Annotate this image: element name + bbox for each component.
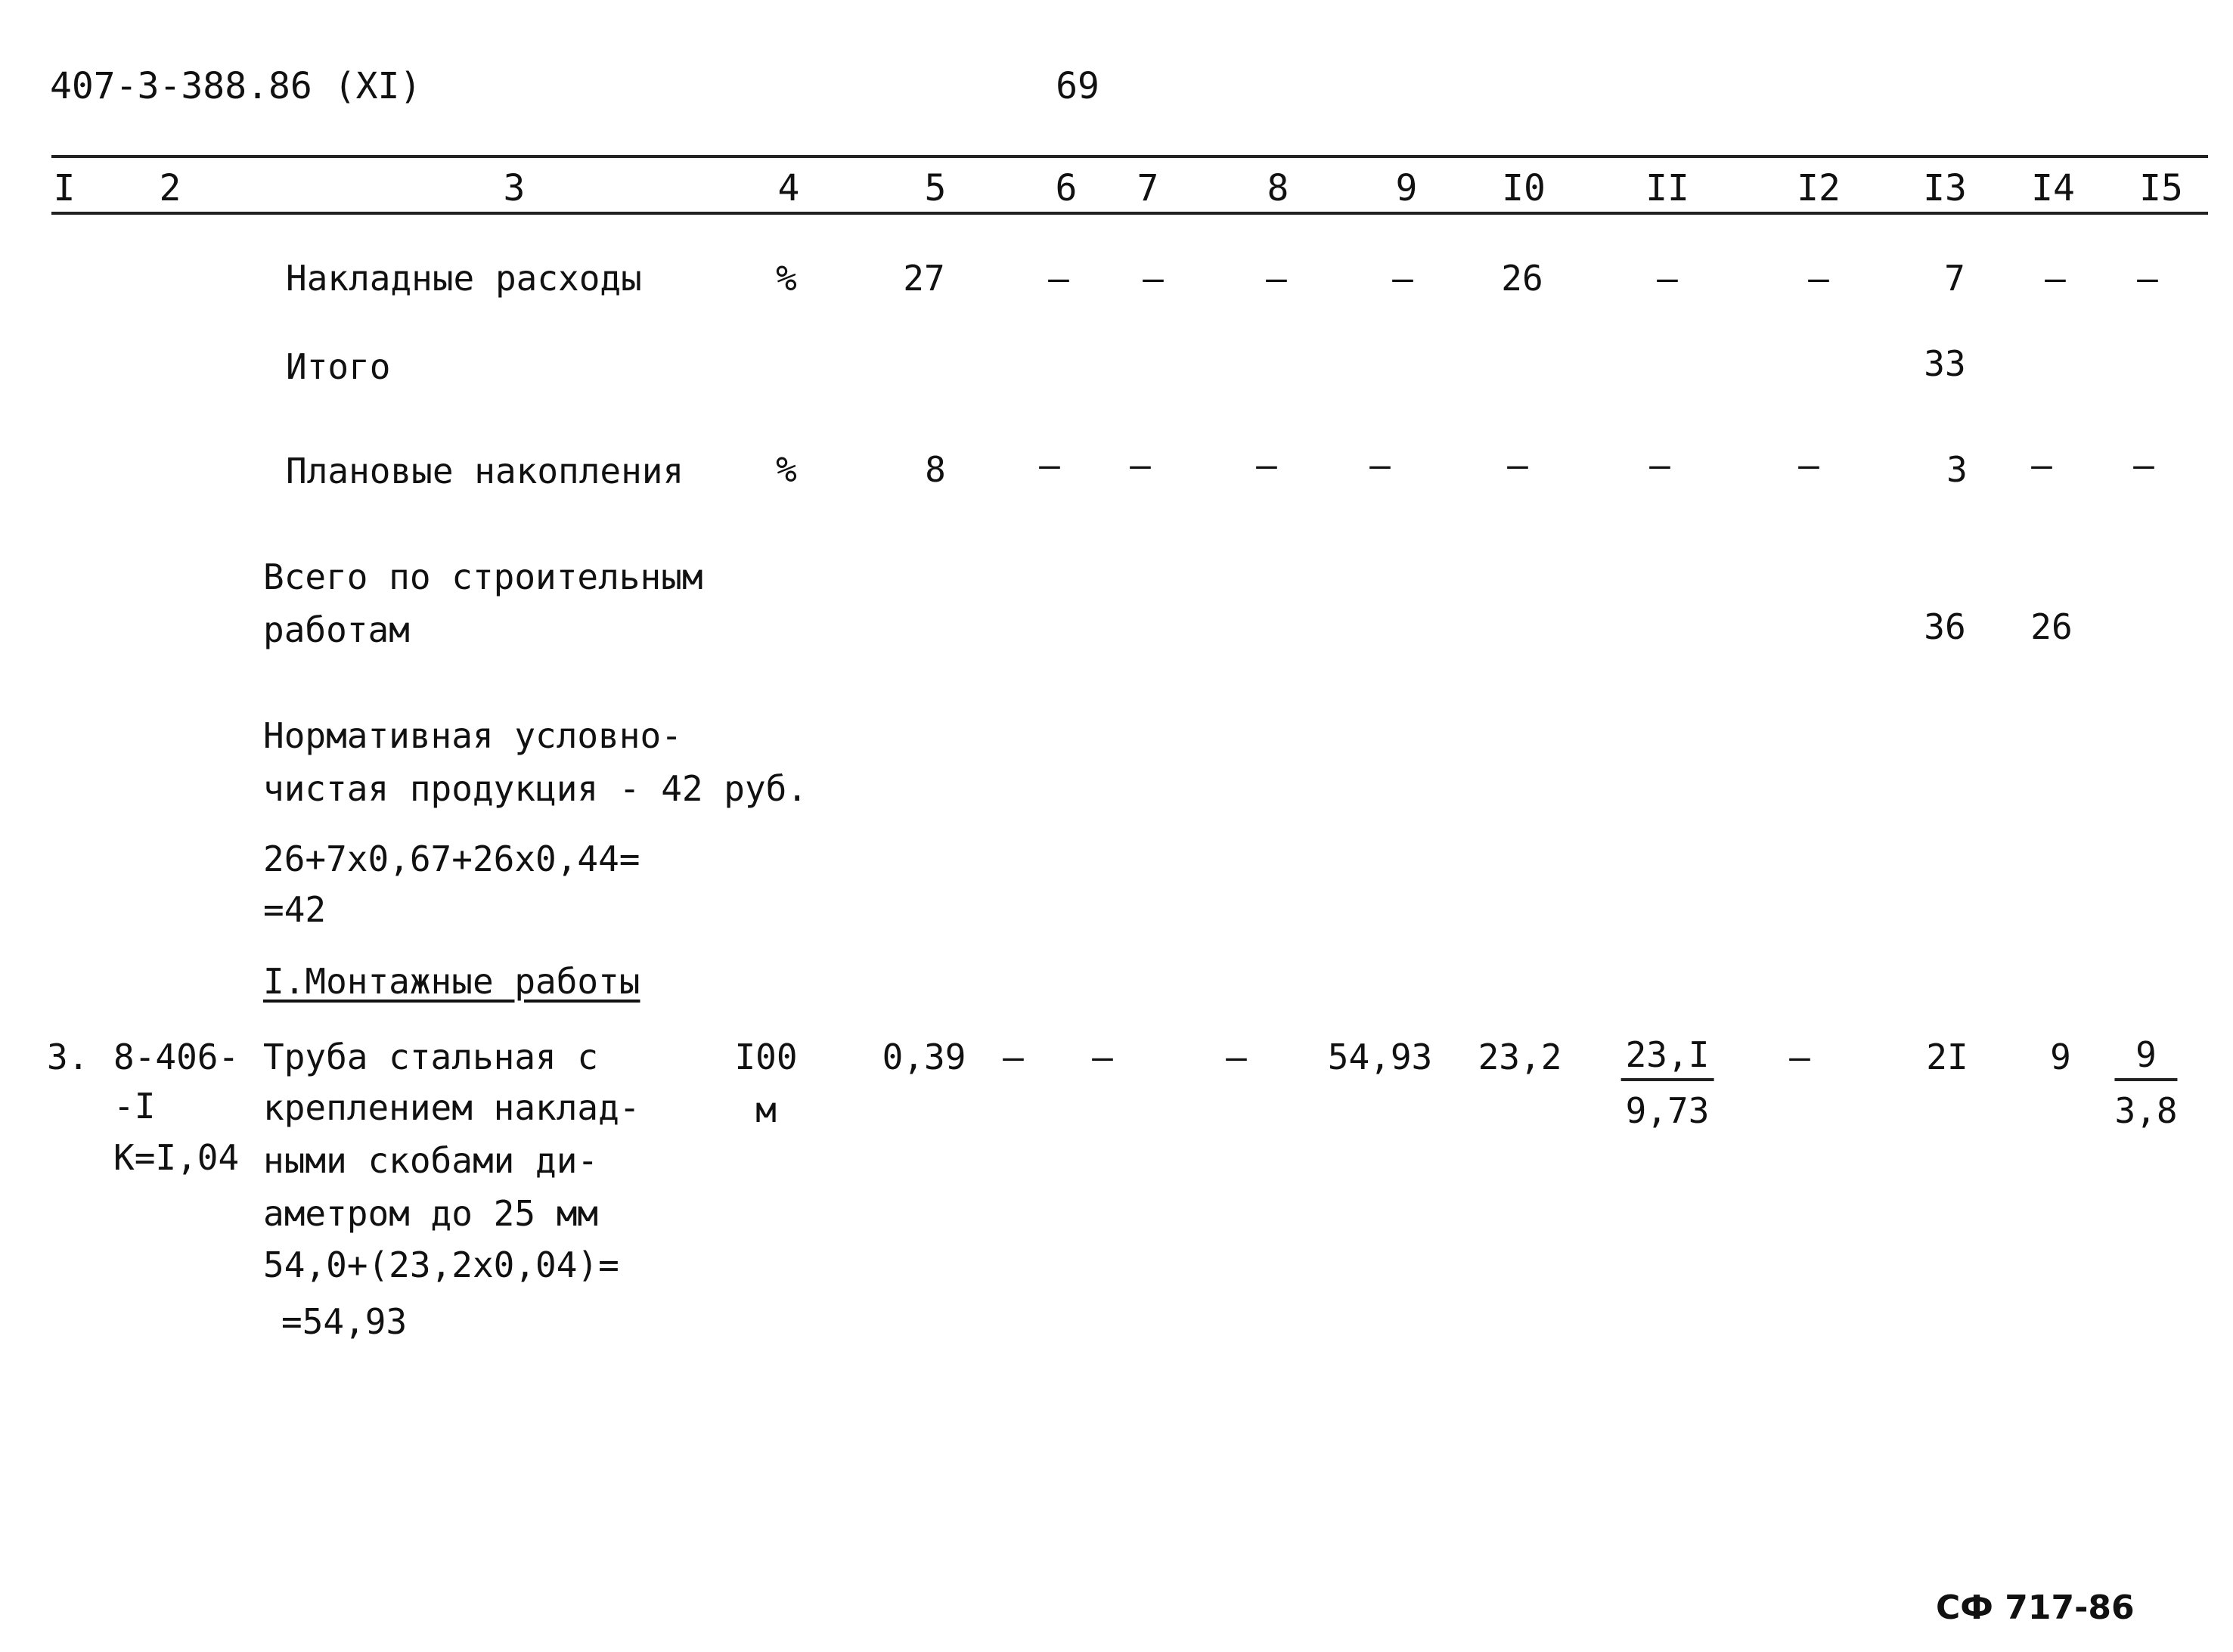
value-cell: – (1369, 445, 1391, 485)
item-number: 3. (47, 1037, 89, 1077)
item-description: 54,0+(23,2х0,04)= (263, 1244, 619, 1285)
value-cell: – (1130, 445, 1151, 485)
normative-text: чистая продукция - 42 руб. (263, 768, 808, 809)
value-cell: 26 (1501, 258, 1543, 299)
row-label: Итого (286, 346, 391, 387)
value-cell: – (1507, 445, 1528, 485)
value-cell: – (1798, 445, 1819, 485)
column-header: I0 (1502, 167, 1546, 209)
column-header: I (53, 167, 76, 209)
column-header: 9 (1395, 167, 1418, 209)
column-header: I2 (1797, 167, 1841, 209)
column-header: I3 (1923, 167, 1967, 209)
value-cell: – (1789, 1037, 1810, 1077)
item-description: аметром до 25 мм (263, 1193, 599, 1234)
item-code: К=I,04 (113, 1137, 240, 1178)
row-label: Накладные расходы (286, 258, 642, 299)
value-cell: – (1649, 445, 1670, 485)
footer-stamp: СФ 717-86 (1936, 1588, 2135, 1627)
value-cell: – (1256, 445, 1277, 485)
normative-formula: 26+7х0,67+26х0,44= (263, 838, 640, 879)
item-description: Труба стальная с (263, 1037, 599, 1077)
value-cell: 8 (925, 449, 946, 490)
row-label: Плановые накопления (286, 451, 684, 491)
value-cell: 0,39 (882, 1037, 966, 1077)
column-header: II (1645, 167, 1689, 209)
unit-cell: м (755, 1089, 777, 1130)
value-cell: – (2031, 445, 2052, 485)
value-cell: 36 (1924, 606, 1966, 647)
value-cell: – (2133, 445, 2154, 485)
document-code: 407-3-388.86 (XI) (50, 65, 422, 107)
unit-cell: % (776, 258, 797, 299)
value-cell: – (1003, 1037, 1024, 1077)
row-label: Всего по строительным (263, 556, 703, 597)
item-code: 8-406- (113, 1037, 240, 1077)
value-cell: 3 (1946, 449, 1968, 490)
item-description: =54,93 (281, 1301, 408, 1342)
item-code: -I (113, 1086, 156, 1127)
fraction-cell (2114, 1034, 2178, 1131)
column-header: 8 (1267, 167, 1289, 209)
column-header: 5 (924, 167, 947, 209)
value-cell: – (1092, 1037, 1113, 1077)
value-cell: 9 (2050, 1037, 2071, 1077)
value-cell: 54,93 (1327, 1037, 1433, 1077)
normative-text: Нормативная условно- (263, 715, 682, 756)
column-header: I5 (2139, 167, 2183, 209)
value-cell: – (1808, 258, 1829, 299)
fraction-numerator: 9 (2114, 1037, 2177, 1081)
column-header: 4 (777, 167, 800, 209)
value-cell: 27 (903, 258, 945, 299)
value-cell: – (1657, 258, 1678, 299)
row-label: работам (263, 609, 410, 650)
item-description: креплением наклад- (263, 1087, 640, 1128)
value-cell: 33 (1924, 343, 1966, 384)
value-cell: 7 (1944, 258, 1965, 299)
column-header: 2 (159, 167, 181, 209)
table-header-rule (51, 212, 2208, 215)
item-description: ными скобами ди- (263, 1140, 599, 1181)
value-cell: – (1226, 1037, 1247, 1077)
table-top-rule (51, 155, 2208, 158)
value-cell: – (2045, 258, 2066, 299)
fraction-denominator: 9,73 (1625, 1090, 1710, 1131)
unit-cell: % (776, 449, 797, 490)
fraction-denominator: 3,8 (2114, 1090, 2178, 1131)
value-cell: 2I (1926, 1037, 1968, 1077)
value-cell: 23,2 (1478, 1037, 1562, 1077)
unit-cell: I00 (734, 1037, 798, 1077)
section-heading: I.Монтажные работы (263, 961, 640, 1002)
value-cell: – (2137, 258, 2158, 299)
fraction-cell (1621, 1034, 1714, 1131)
fraction-numerator: 23,I (1621, 1037, 1714, 1081)
value-cell: – (1392, 258, 1413, 299)
value-cell: – (1143, 258, 1164, 299)
value-cell: – (1039, 445, 1060, 485)
value-cell: 26 (2030, 606, 2073, 647)
value-cell: – (1266, 258, 1287, 299)
value-cell: – (1048, 258, 1069, 299)
column-header: 3 (503, 167, 526, 209)
normative-formula: =42 (263, 889, 327, 930)
column-header: 7 (1137, 167, 1159, 209)
column-header: I4 (2031, 167, 2075, 209)
page-number: 69 (1056, 65, 1099, 107)
column-header: 6 (1055, 167, 1078, 209)
